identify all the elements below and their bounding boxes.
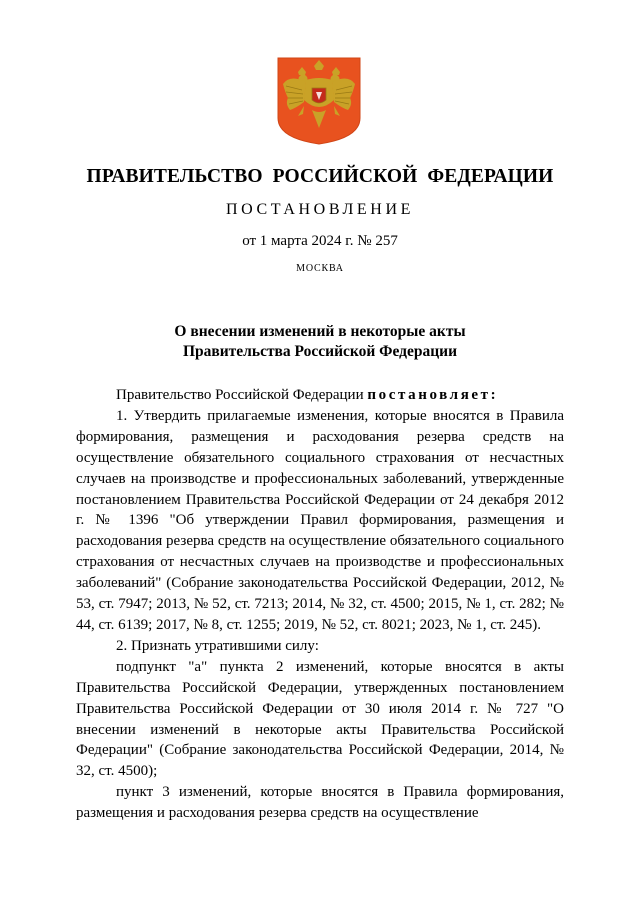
paragraph-subitem-a: подпункт "а" пункта 2 изменений, которые вносятся в акты Правительства Российской Федерации, утвержденных постановлением Правительства Российской Федерации от 30 июля 2014 г. № 727 "О внесении изменений в некоторые акты Правительства Российской Федерации" (Собрание законодательства Российской Федерации, 2014, № 32, ст. 4500); bbox=[76, 658, 564, 780]
paragraph-point-3: пункт 3 изменений, которые вносятся в Правила формирования, размещения и расходования резерва средств на осуществление bbox=[76, 784, 564, 822]
document-subject bbox=[0, 322, 640, 362]
document-type: ПОСТАНОВЛЕНИЕ bbox=[226, 201, 414, 218]
preamble-text: Правительство Российской Федерации bbox=[116, 387, 368, 403]
double-headed-eagle-icon bbox=[276, 56, 362, 146]
paragraph-item-1: 1. Утвердить прилагаемые изменения, которые вносятся в Правила формирования, размещения и расходования резерва средств на осуществление обязательного социального страхования от несчастных случаев на производстве и профессиональных заболеваний, утвержденные постановлением Правительства Российской Федерации от 24 декабря 2012 г. № 1396 "Об утверждении Правил формирования, размещения и расходования резерва средств на осуществление обязательного социального страхования от несчастных случаев на производстве и профессиональных заболеваний" (Собрание законодательства Российской Федерации, 2012, № 53, ст. 7947; 2013, № 52, ст. 7213; 2014, № 32, ст. 4500; 2015, № 1, ст. 282; № 44, ст. 6139; 2017, № 8, ст. 1255; 2019, № 52, ст. 8021; 2023, № 1, ст. 245). bbox=[76, 407, 564, 633]
document-body bbox=[76, 385, 564, 824]
preamble-paragraph bbox=[76, 385, 564, 406]
document-date-number: от 1 марта 2024 г. № 257 bbox=[242, 233, 398, 249]
subject-line-2: Правительства Российской Федерации bbox=[182, 343, 458, 360]
subject-line-1: О внесении изменений в некоторые акты bbox=[174, 323, 466, 340]
government-title: ПРАВИТЕЛЬСТВО РОССИЙСКОЙ ФЕДЕРАЦИИ bbox=[86, 166, 554, 187]
resolves-word: постановляет: bbox=[367, 387, 499, 403]
document-city: МОСКВА bbox=[296, 263, 344, 274]
coat-of-arms-emblem bbox=[276, 56, 362, 146]
paragraph-item-2: 2. Признать утратившими силу: bbox=[116, 637, 319, 654]
